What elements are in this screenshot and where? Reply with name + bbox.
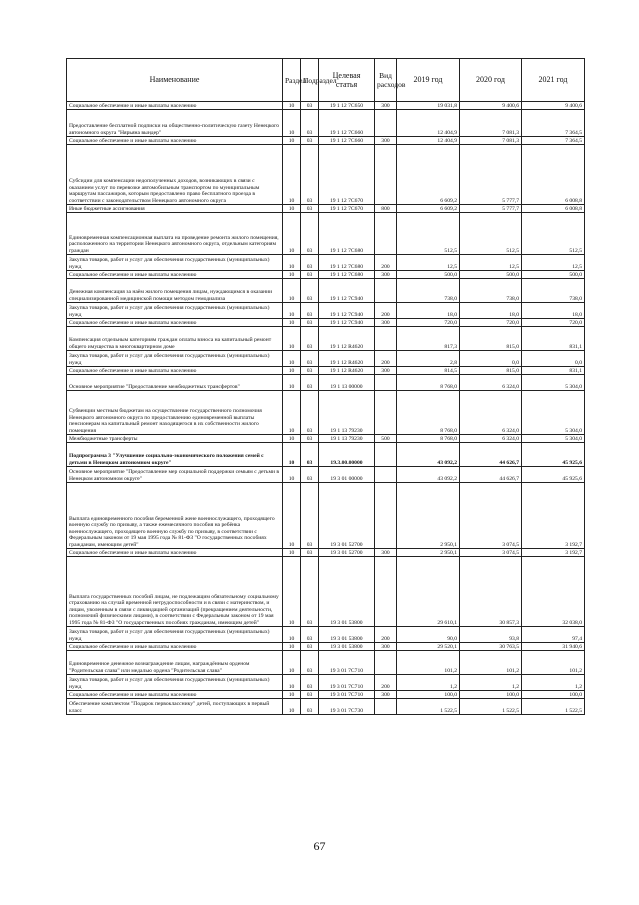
cell-2019: 29 520,1 (397, 643, 460, 651)
cell-name: Основное мероприятие "Предоставление межбюджетных трансфертов" (67, 375, 283, 391)
cell-2019: 720,0 (397, 319, 460, 327)
cell-2020: 815,0 (460, 367, 522, 375)
header-exptype: Вид расходов (375, 59, 397, 102)
cell-target: 19 1 12 7С940 (319, 279, 375, 303)
cell-name: Компенсация отдельным категориям граждан оплаты взноса на капитальный ремонт общего имущества в многоквартирном доме (67, 327, 283, 351)
cell-2019: 8 768,0 (397, 435, 460, 443)
cell-2021: 738,0 (522, 279, 585, 303)
cell-2021: 7 364,5 (522, 137, 585, 145)
cell-2021: 3 192,7 (522, 549, 585, 557)
cell-2021: 1 522,5 (522, 699, 585, 715)
cell-2020: 0,0 (460, 351, 522, 367)
cell-target: 19 1 12 7С940 (319, 319, 375, 327)
cell-target: 19 1 12 7С670 (319, 145, 375, 205)
cell-2020: 44 626,7 (460, 467, 522, 483)
cell-subsection: 03 (301, 110, 319, 137)
cell-subsection: 03 (301, 643, 319, 651)
cell-2020: 5 777,7 (460, 205, 522, 213)
table-row (67, 443, 585, 467)
cell-section: 10 (283, 391, 301, 435)
cell-name: Предоставление бесплатной подписки на общественно-политическую газету Ненецкого автономного округа "Нярьяна вындер" (67, 110, 283, 137)
table-row (67, 327, 585, 351)
cell-2020: 7 081,3 (460, 110, 522, 137)
cell-name: Социальное обеспечение и иные выплаты населению (67, 319, 283, 327)
cell-target: 19 1 12 R4620 (319, 327, 375, 351)
cell-name: Закупка товаров, работ и услуг для обеспечения государственных (муниципальных) нужд (67, 627, 283, 643)
cell-subsection: 03 (301, 691, 319, 699)
cell-section: 10 (283, 691, 301, 699)
cell-name: Межбюджетные трансферты (67, 435, 283, 443)
cell-2019: 43 092,2 (397, 467, 460, 483)
header-2020: 2020 год (460, 59, 522, 102)
cell-exptype (375, 213, 397, 255)
cell-subsection: 03 (301, 145, 319, 205)
table-row (67, 651, 585, 675)
cell-exptype (375, 557, 397, 627)
cell-2020: 5 777,7 (460, 145, 522, 205)
cell-exptype: 800 (375, 205, 397, 213)
cell-target: 19 1 12 7С660 (319, 137, 375, 145)
cell-subsection: 03 (301, 205, 319, 213)
cell-2020: 7 081,3 (460, 137, 522, 145)
cell-2019: 100,0 (397, 691, 460, 699)
cell-exptype: 300 (375, 691, 397, 699)
cell-section: 10 (283, 213, 301, 255)
cell-name: Социальное обеспечение и иные выплаты населению (67, 271, 283, 279)
cell-subsection: 03 (301, 675, 319, 691)
cell-2021: 32 038,0 (522, 557, 585, 627)
cell-2020: 3 074,5 (460, 483, 522, 549)
table-row (67, 391, 585, 435)
cell-2021: 31 940,6 (522, 643, 585, 651)
cell-2020: 30 763,5 (460, 643, 522, 651)
cell-2019: 6 609,2 (397, 145, 460, 205)
cell-target: 19 1 13 79230 (319, 435, 375, 443)
cell-2020: 720,0 (460, 319, 522, 327)
cell-exptype: 200 (375, 675, 397, 691)
cell-name: Основное мероприятие "Предоставление мер социальной поддержки семьям с детьми в Ненецком автономном округе" (67, 467, 283, 483)
cell-2021: 45 925,6 (522, 443, 585, 467)
header-target: Целевая статья (319, 59, 375, 102)
table-row (67, 675, 585, 691)
cell-name: Социальное обеспечение и иные выплаты населению (67, 691, 283, 699)
cell-target: 19 3 01 52700 (319, 549, 375, 557)
cell-2020: 1 522,5 (460, 699, 522, 715)
cell-2021: 6 008,8 (522, 205, 585, 213)
cell-exptype: 300 (375, 319, 397, 327)
cell-target: 19 3 01 53800 (319, 643, 375, 651)
cell-2019: 19 031,8 (397, 102, 460, 110)
cell-subsection: 03 (301, 213, 319, 255)
table-row (67, 145, 585, 205)
table-row (67, 319, 585, 327)
cell-name: Обеспечение комплектом "Подарок первокласснику" детей, поступающих в первый класс (67, 699, 283, 715)
table-header-row (67, 59, 585, 102)
cell-section: 10 (283, 675, 301, 691)
cell-2019: 512,5 (397, 213, 460, 255)
cell-2021: 1,2 (522, 675, 585, 691)
cell-subsection: 03 (301, 443, 319, 467)
cell-name: Единовременное денежное вознаграждение лицам, награждённым орденом "Родительская слава" или медалью ордена "Родительская слава" (67, 651, 283, 675)
cell-subsection: 03 (301, 327, 319, 351)
cell-section: 10 (283, 367, 301, 375)
cell-2019: 2,8 (397, 351, 460, 367)
cell-subsection: 03 (301, 375, 319, 391)
cell-section: 10 (283, 627, 301, 643)
table-row (67, 435, 585, 443)
cell-target: 19.3.00.00000 (319, 443, 375, 467)
table-row (67, 557, 585, 627)
cell-2021: 0,0 (522, 351, 585, 367)
cell-name: Субсидии для компенсации недополученных доходов, возникающих в связи с оказанием услуг по перевозке автомобильным транспортом по муниципальным маршрутам пассажиров, которым предоставлено право бесплатного проезда в соответствии с законодательством Ненецкого автономного округа (67, 145, 283, 205)
cell-2019: 817,3 (397, 327, 460, 351)
cell-target: 19 1 12 7С680 (319, 213, 375, 255)
cell-exptype: 300 (375, 137, 397, 145)
table-row (67, 367, 585, 375)
cell-section: 10 (283, 279, 301, 303)
header-2021: 2021 год (522, 59, 585, 102)
cell-exptype: 300 (375, 102, 397, 110)
cell-section: 10 (283, 110, 301, 137)
cell-subsection: 03 (301, 627, 319, 643)
cell-name: Иные бюджетные ассигнования (67, 205, 283, 213)
cell-subsection: 03 (301, 651, 319, 675)
cell-section: 10 (283, 327, 301, 351)
cell-2019: 12 404,9 (397, 110, 460, 137)
cell-subsection: 03 (301, 102, 319, 110)
cell-2021: 3 192,7 (522, 483, 585, 549)
cell-exptype (375, 391, 397, 435)
cell-exptype: 300 (375, 643, 397, 651)
table-row (67, 255, 585, 271)
cell-2019: 18,0 (397, 303, 460, 319)
cell-name: Выплата единовременного пособия беременной жене военнослужащего, проходящего военную службу по призыву, а также ежемесячного пособия на ребёнка военнослужащего, проходящего военную службу по призыву, в соответствии с Федеральным законом от 19 мая 1995 года № 81-ФЗ "О государственных пособиях гражданам, имеющим детей" (67, 483, 283, 549)
cell-2020: 512,5 (460, 213, 522, 255)
cell-2021: 5 304,0 (522, 375, 585, 391)
cell-subsection: 03 (301, 549, 319, 557)
cell-section: 10 (283, 443, 301, 467)
cell-exptype (375, 145, 397, 205)
cell-subsection: 03 (301, 699, 319, 715)
table-row (67, 213, 585, 255)
cell-subsection: 03 (301, 279, 319, 303)
cell-target: 19 1 12 R4620 (319, 367, 375, 375)
cell-section: 10 (283, 145, 301, 205)
cell-target: 19 1 12 R4620 (319, 351, 375, 367)
cell-target: 19 3 01 7С730 (319, 699, 375, 715)
cell-name: Закупка товаров, работ и услуг для обеспечения государственных (муниципальных) нужд (67, 303, 283, 319)
cell-2020: 30 857,3 (460, 557, 522, 627)
cell-2021: 100,0 (522, 691, 585, 699)
cell-subsection: 03 (301, 483, 319, 549)
cell-target: 19 3 01 7С710 (319, 675, 375, 691)
table-row (67, 375, 585, 391)
cell-name: Социальное обеспечение и иные выплаты населению (67, 137, 283, 145)
cell-name: Социальное обеспечение и иные выплаты населению (67, 549, 283, 557)
table-row (67, 691, 585, 699)
cell-name: Закупка товаров, работ и услуг для обеспечения государственных (муниципальных) нужд (67, 255, 283, 271)
table-row (67, 643, 585, 651)
cell-target: 19 1 13 00000 (319, 375, 375, 391)
cell-name: Выплата государственных пособий лицам, не подлежащим обязательному социальному страхованию на случай временной нетрудоспособности и в связи с материнством, и лицам, уволенным в связи с ликвидацией организаций (прекращением деятельности, полномочий физическими лицами), в соответствии с Федеральным законом от 19 мая 1995 года № 81-ФЗ "О государственных пособиях гражданам, имеющим детей" (67, 557, 283, 627)
table-row (67, 303, 585, 319)
table-row (67, 271, 585, 279)
cell-section: 10 (283, 102, 301, 110)
cell-exptype: 200 (375, 255, 397, 271)
cell-2021: 7 364,5 (522, 110, 585, 137)
cell-section: 10 (283, 651, 301, 675)
cell-2019: 12 404,9 (397, 137, 460, 145)
cell-name: Субвенции местным бюджетам на осуществление государственного полномочия Ненецкого автономного округа по предоставлению единовременной выплаты пенсионерам на капитальный ремонт находящегося в их собственности жилого помещения (67, 391, 283, 435)
cell-exptype (375, 443, 397, 467)
cell-section: 10 (283, 699, 301, 715)
cell-section: 10 (283, 549, 301, 557)
cell-target: 19 3 01 53800 (319, 627, 375, 643)
cell-2020: 500,0 (460, 271, 522, 279)
cell-subsection: 03 (301, 319, 319, 327)
cell-2021: 512,5 (522, 213, 585, 255)
cell-target: 19 3 01 53800 (319, 557, 375, 627)
cell-2019: 814,5 (397, 367, 460, 375)
cell-section: 10 (283, 467, 301, 483)
cell-2019: 43 092,2 (397, 443, 460, 467)
cell-2021: 5 304,0 (522, 391, 585, 435)
cell-2021: 12,5 (522, 255, 585, 271)
cell-target: 19 1 12 7С660 (319, 110, 375, 137)
cell-exptype (375, 279, 397, 303)
cell-subsection: 03 (301, 557, 319, 627)
cell-2019: 1,2 (397, 675, 460, 691)
cell-2020: 93,8 (460, 627, 522, 643)
table-row (67, 110, 585, 137)
cell-2019: 8 768,0 (397, 391, 460, 435)
cell-exptype: 500 (375, 435, 397, 443)
cell-name: Денежная компенсация за наём жилого помещения лицам, нуждающимся в оказании специализированной медицинской помощи методом гемодиализа (67, 279, 283, 303)
cell-exptype (375, 651, 397, 675)
cell-2021: 45 925,6 (522, 467, 585, 483)
page-number: 67 (313, 839, 326, 853)
table-row (67, 549, 585, 557)
cell-2021: 9 400,6 (522, 102, 585, 110)
cell-2019: 90,0 (397, 627, 460, 643)
cell-name: Единовременная компенсационная выплата на проведение ремонта жилого помещения, расположенного на территории Ненецкого автономного округа, отдельным категориям граждан (67, 213, 283, 255)
cell-2019: 500,0 (397, 271, 460, 279)
cell-2021: 5 304,0 (522, 435, 585, 443)
cell-target: 19 1 12 7С670 (319, 205, 375, 213)
cell-section: 10 (283, 435, 301, 443)
cell-target: 19 3 01 7С710 (319, 691, 375, 699)
cell-2019: 2 950,1 (397, 549, 460, 557)
cell-section: 10 (283, 319, 301, 327)
cell-target: 19 1 13 79230 (319, 391, 375, 435)
cell-target: 19 1 12 7С650 (319, 102, 375, 110)
cell-2021: 97,4 (522, 627, 585, 643)
table-row (67, 627, 585, 643)
cell-target: 19 1 12 7С680 (319, 271, 375, 279)
cell-2020: 12,5 (460, 255, 522, 271)
header-subsection: Подраздел (301, 59, 319, 102)
cell-exptype (375, 699, 397, 715)
cell-section: 10 (283, 643, 301, 651)
cell-exptype (375, 467, 397, 483)
cell-subsection: 03 (301, 255, 319, 271)
cell-section: 10 (283, 375, 301, 391)
cell-2019: 1 522,5 (397, 699, 460, 715)
header-2019: 2019 год (397, 59, 460, 102)
cell-section: 10 (283, 137, 301, 145)
cell-2020: 18,0 (460, 303, 522, 319)
cell-2021: 18,0 (522, 303, 585, 319)
cell-2021: 831,1 (522, 327, 585, 351)
cell-2020: 815,0 (460, 327, 522, 351)
cell-exptype (375, 483, 397, 549)
cell-name: Социальное обеспечение и иные выплаты населению (67, 102, 283, 110)
cell-2021: 101,2 (522, 651, 585, 675)
cell-exptype: 200 (375, 303, 397, 319)
cell-subsection: 03 (301, 303, 319, 319)
cell-exptype (375, 327, 397, 351)
cell-subsection: 03 (301, 271, 319, 279)
budget-table (66, 58, 585, 715)
table-row (67, 102, 585, 110)
cell-subsection: 03 (301, 467, 319, 483)
cell-section: 10 (283, 255, 301, 271)
cell-2019: 8 768,0 (397, 375, 460, 391)
cell-name: Закупка товаров, работ и услуг для обеспечения государственных (муниципальных) нужд (67, 675, 283, 691)
cell-subsection: 03 (301, 351, 319, 367)
cell-target: 19 1 12 7С940 (319, 303, 375, 319)
cell-2020: 100,0 (460, 691, 522, 699)
cell-section: 10 (283, 205, 301, 213)
cell-2020: 738,0 (460, 279, 522, 303)
budget-table-page (66, 58, 584, 715)
cell-2020: 1,2 (460, 675, 522, 691)
cell-2021: 6 008,8 (522, 145, 585, 205)
cell-subsection: 03 (301, 435, 319, 443)
cell-2021: 720,0 (522, 319, 585, 327)
header-section: Раздел (283, 59, 301, 102)
table-row (67, 699, 585, 715)
cell-2020: 6 324,0 (460, 375, 522, 391)
cell-2019: 738,0 (397, 279, 460, 303)
table-row (67, 467, 585, 483)
table-row (67, 205, 585, 213)
cell-section: 10 (283, 303, 301, 319)
cell-name: Подпрограмма 3 "Улучшение социально-экономического положения семей с детьми в Ненецком автономном округе" (67, 443, 283, 467)
cell-2019: 101,2 (397, 651, 460, 675)
cell-subsection: 03 (301, 367, 319, 375)
cell-section: 10 (283, 351, 301, 367)
cell-exptype: 200 (375, 627, 397, 643)
cell-section: 10 (283, 271, 301, 279)
cell-subsection: 03 (301, 137, 319, 145)
cell-name: Социальное обеспечение и иные выплаты населению (67, 367, 283, 375)
cell-2019: 12,5 (397, 255, 460, 271)
table-row (67, 137, 585, 145)
table-row (67, 351, 585, 367)
cell-subsection: 03 (301, 391, 319, 435)
cell-exptype: 300 (375, 367, 397, 375)
cell-2020: 6 324,0 (460, 391, 522, 435)
cell-2019: 6 609,2 (397, 205, 460, 213)
cell-exptype: 200 (375, 351, 397, 367)
cell-target: 19 3 01 00000 (319, 467, 375, 483)
cell-section: 10 (283, 557, 301, 627)
cell-name: Закупка товаров, работ и услуг для обеспечения государственных (муниципальных) нужд (67, 351, 283, 367)
cell-exptype (375, 110, 397, 137)
cell-target: 19 1 12 7С680 (319, 255, 375, 271)
header-name: Наименование (67, 59, 283, 102)
cell-target: 19 3 01 52700 (319, 483, 375, 549)
cell-2020: 9 400,6 (460, 102, 522, 110)
cell-2019: 2 950,1 (397, 483, 460, 549)
cell-2019: 29 610,1 (397, 557, 460, 627)
cell-2020: 3 074,5 (460, 549, 522, 557)
cell-name: Социальное обеспечение и иные выплаты населению (67, 643, 283, 651)
table-row (67, 483, 585, 549)
cell-2021: 831,1 (522, 367, 585, 375)
cell-exptype: 300 (375, 549, 397, 557)
cell-exptype: 300 (375, 271, 397, 279)
cell-2020: 44 626,7 (460, 443, 522, 467)
cell-2020: 6 324,0 (460, 435, 522, 443)
cell-exptype (375, 375, 397, 391)
cell-section: 10 (283, 483, 301, 549)
cell-2020: 101,2 (460, 651, 522, 675)
cell-2021: 500,0 (522, 271, 585, 279)
cell-target: 19 3 01 7С710 (319, 651, 375, 675)
table-row (67, 279, 585, 303)
